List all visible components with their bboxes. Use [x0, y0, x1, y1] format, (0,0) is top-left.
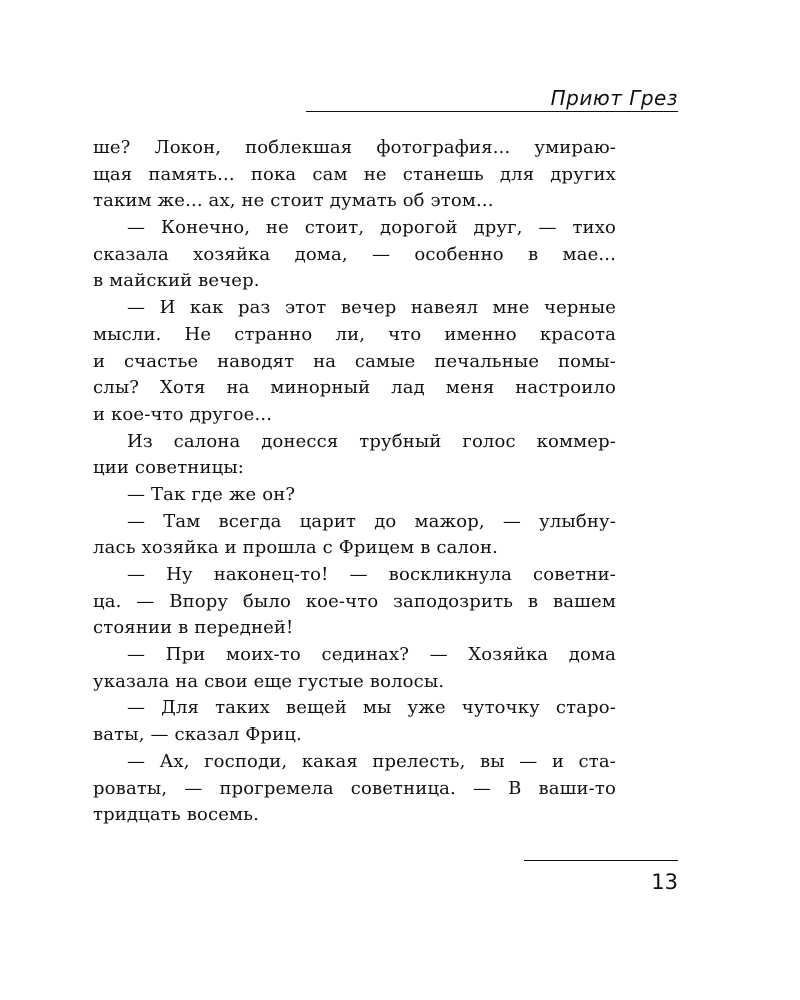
text-line: и счастье наводят на самые печальные помы-	[93, 350, 616, 372]
text-line: роваты, — прогремела советница. — В ваши-то	[93, 777, 616, 799]
text-line: тридцать восемь.	[93, 804, 259, 826]
text-line: сказала хозяйка дома, — особенно в мае...	[93, 243, 616, 265]
text-line: и кое-что другое...	[93, 403, 273, 425]
text-line: Из салона донесся трубный голос коммер-	[127, 430, 616, 452]
text-line: таким же... ах, не стоит думать об этом...	[93, 190, 494, 212]
header-rule	[306, 111, 678, 112]
text-line: в майский вечер.	[93, 270, 260, 292]
text-line: — Ну наконец-то! — воскликнула советни-	[127, 564, 616, 585]
text-line: — Для таких вещей мы уже чуточку старо-	[127, 697, 616, 719]
running-head-title: Приют Грез	[550, 86, 678, 110]
text-line: ции советницы:	[93, 457, 245, 479]
text-line: — И как раз этот вечер навеял мне черные	[127, 297, 616, 319]
text-line: указала на свои еще густые волосы.	[93, 670, 445, 692]
text-line: — Так где же он?	[127, 483, 296, 505]
text-line: стоянии в передней!	[93, 617, 294, 639]
footer-rule	[524, 860, 678, 861]
text-line: лась хозяйка и прошла с Фрицем в салон.	[93, 537, 499, 559]
text-line: ше? Локон, поблекшая фотография... умираю-	[93, 137, 616, 158]
text-line: — При моих-то сединах? — Хозяйка дома	[127, 644, 616, 666]
text-line: слы? Хотя на минорный лад меня настроило	[93, 377, 616, 399]
text-line: ца. — Впору было кое-что заподозрить в вашем	[93, 590, 616, 612]
page-number: 13	[651, 870, 678, 894]
text-line: ваты, — сказал Фриц.	[93, 724, 302, 746]
text-line: щая память... пока сам не станешь для других	[93, 163, 616, 185]
text-line: — Конечно, не стоит, дорогой друг, — тихо	[127, 217, 616, 239]
text-line: мысли. Не странно ли, что именно красота	[93, 323, 616, 345]
text-line: — Ах, господи, какая прелесть, вы — и ста-	[127, 750, 616, 772]
body-text	[93, 135, 616, 829]
text-line: — Там всегда царит до мажор, — улыбну-	[127, 510, 616, 532]
